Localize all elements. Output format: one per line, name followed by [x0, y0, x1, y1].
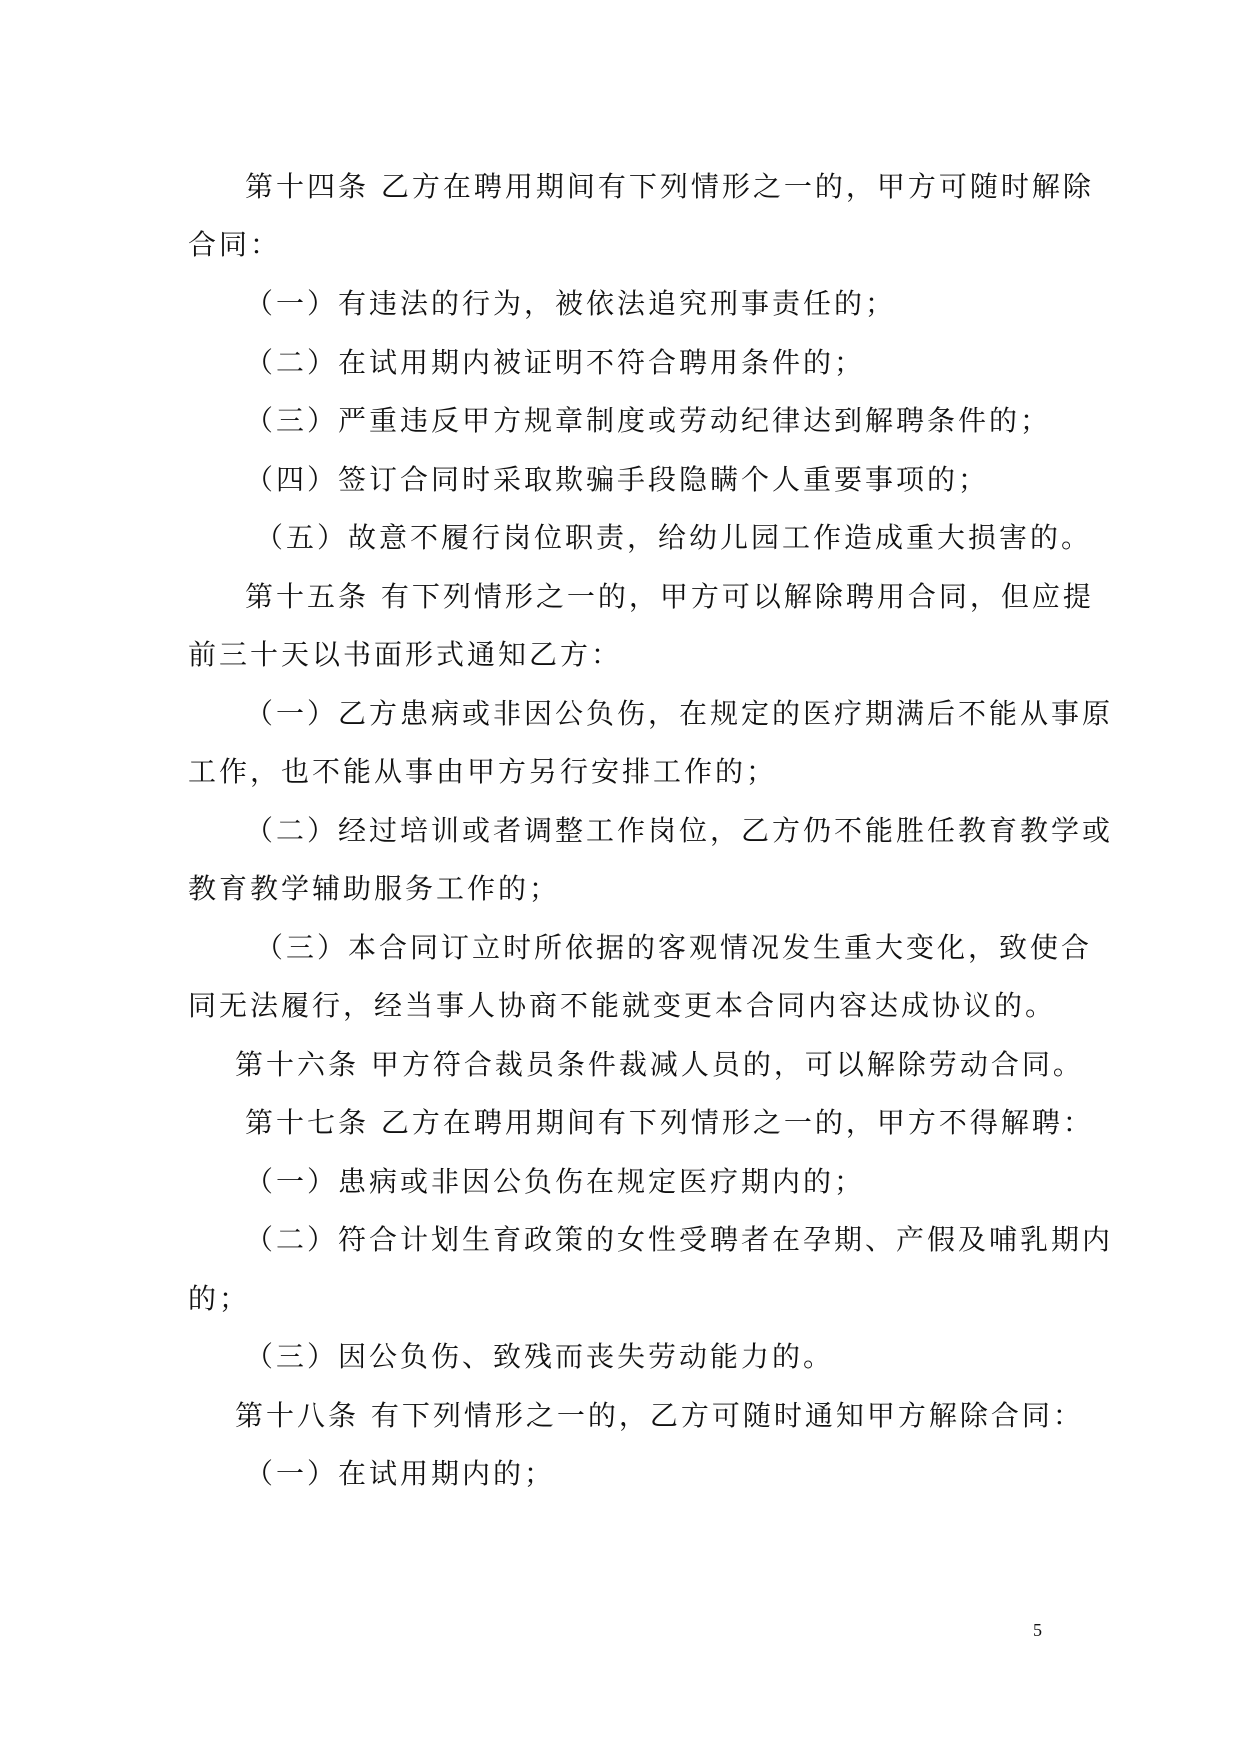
text-line: 合同： — [188, 228, 282, 261]
text-line: （二）符合计划生育政策的女性受聘者在孕期、产假及哺乳期内 — [245, 1223, 1114, 1256]
text-line: 前三十天以书面形式通知乙方： — [188, 638, 623, 671]
page-number: 5 — [1033, 1620, 1042, 1640]
text-line: 第十六条 甲方符合裁员条件裁减人员的，可以解除劳动合同。 — [235, 1048, 1084, 1081]
text-line: （一）乙方患病或非因公负伤，在规定的医疗期满后不能从事原 — [245, 697, 1114, 730]
text-line: 第十四条 乙方在聘用期间有下列情形之一的，甲方可随时解除 — [245, 170, 1094, 203]
text-line: （二）在试用期内被证明不符合聘用条件的； — [245, 346, 866, 379]
text-line: 第十八条 有下列情形之一的，乙方可随时通知甲方解除合同： — [235, 1399, 1084, 1432]
text-line: （五）故意不履行岗位职责，给幼儿园工作造成重大损害的。 — [255, 521, 1093, 554]
text-line: 工作，也不能从事由甲方另行安排工作的； — [188, 755, 778, 788]
text-line: （一）患病或非因公负伤在规定医疗期内的； — [245, 1165, 866, 1198]
text-line: 第十七条 乙方在聘用期间有下列情形之一的，甲方不得解聘： — [245, 1106, 1094, 1139]
text-line: （三）因公负伤、致残而丧失劳动能力的。 — [245, 1340, 835, 1373]
text-line: （三）严重违反甲方规章制度或劳动纪律达到解聘条件的； — [245, 404, 1052, 437]
text-line: （三）本合同订立时所依据的客观情况发生重大变化，致使合 — [255, 931, 1093, 964]
text-line: （四）签订合同时采取欺骗手段隐瞒个人重要事项的； — [245, 463, 990, 496]
text-line: 的； — [188, 1282, 251, 1315]
text-line: （二）经过培训或者调整工作岗位，乙方仍不能胜任教育教学或 — [245, 814, 1114, 847]
text-line: 同无法履行，经当事人协商不能就变更本合同内容达成协议的。 — [188, 989, 1057, 1022]
text-line: （一）在试用期内的； — [245, 1457, 556, 1490]
text-line: （一）有违法的行为，被依法追究刑事责任的； — [245, 287, 897, 320]
text-line: 教育教学辅助服务工作的； — [188, 872, 561, 905]
text-line: 第十五条 有下列情形之一的，甲方可以解除聘用合同，但应提 — [245, 580, 1094, 613]
